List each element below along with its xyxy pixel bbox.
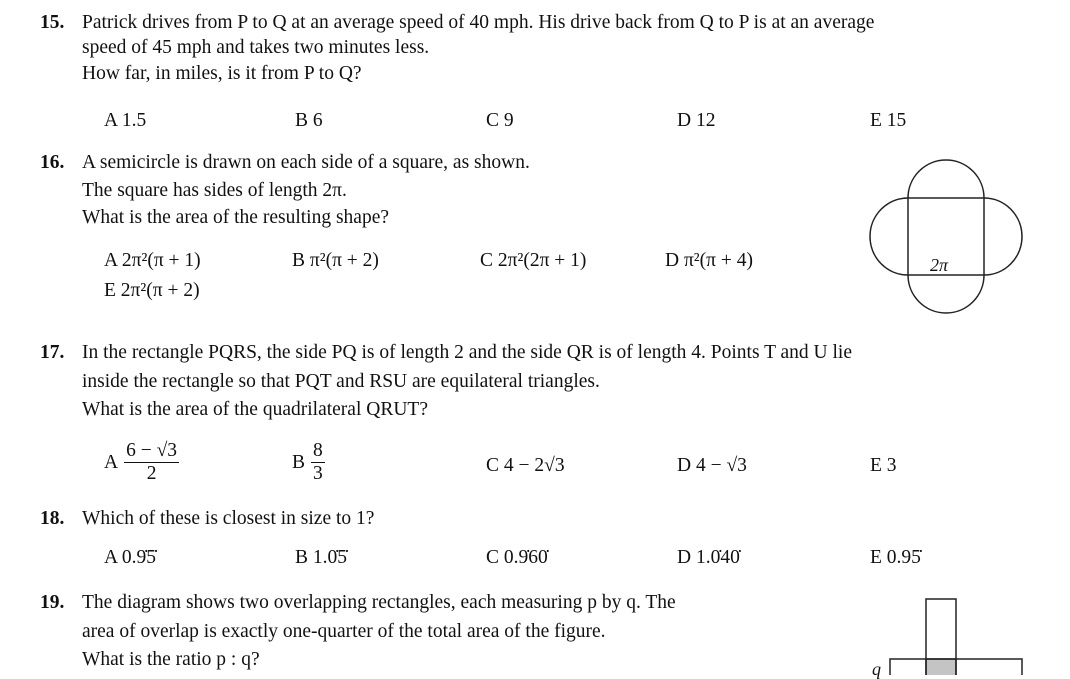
option-a: A 1.5 [104, 110, 147, 131]
question-text: The square has sides of length 2π. [82, 180, 347, 201]
fraction [124, 440, 179, 485]
question-number: 16. [40, 152, 65, 173]
denominator: 3 [313, 463, 323, 485]
diagram-label: 2π [930, 255, 949, 275]
option-e: E 0.95̇ [870, 547, 921, 568]
overlapping-rectangles-diagram [890, 599, 1022, 675]
option-e: E 3 [870, 455, 897, 476]
question-text: What is the area of the quadrilateral QRUT? [82, 399, 428, 420]
fraction [311, 440, 325, 485]
question-text: What is the area of the resulting shape? [82, 207, 390, 228]
option-c: C 0.9̇60̇ [486, 547, 548, 568]
question-text: speed of 45 mph and takes two minutes less. [82, 37, 430, 58]
question-number: 19. [40, 592, 65, 613]
denominator: 2 [146, 463, 157, 485]
option-d: D 1.0̇40̇ [677, 547, 740, 568]
option-b [292, 440, 325, 485]
question-text: In the rectangle PQRS, the side PQ is of length 2 and the side QR is of length 4. Points T and U lie [82, 342, 852, 363]
option-a: A 0.9̇5̇ [104, 547, 157, 568]
option-e: E 15 [870, 110, 907, 131]
overlap-shading [926, 659, 956, 675]
question-text: What is the ratio p : q? [82, 649, 260, 670]
option-d: D π²(π + 4) [665, 250, 753, 271]
option-c: C 9 [486, 110, 514, 131]
option-d: D 12 [677, 110, 716, 131]
question-number: 15. [40, 12, 65, 33]
option-letter: A [104, 451, 119, 473]
numerator: 6 − √3 [124, 440, 179, 463]
option-d: D 4 − √3 [677, 455, 747, 476]
question-text: Which of these is closest in size to 1? [82, 508, 375, 529]
option-b: B π²(π + 2) [292, 250, 379, 271]
option-b: B 6 [295, 110, 323, 131]
question-text: A semicircle is drawn on each side of a square, as shown. [82, 152, 530, 173]
option-letter: B [292, 451, 306, 473]
option-c: C 4 − 2√3 [486, 455, 565, 476]
option-e: E 2π²(π + 2) [104, 280, 200, 301]
option-a: A 2π²(π + 1) [104, 250, 201, 271]
question-text: area of overlap is exactly one-quarter of the total area of the figure. [82, 621, 606, 642]
option-a [104, 440, 179, 485]
question-text: inside the rectangle so that PQT and RSU are equilateral triangles. [82, 371, 600, 392]
semicircle-square-diagram [870, 160, 1022, 313]
option-b: B 1.0̇5̇ [295, 547, 348, 568]
question-text: Patrick drives from P to Q at an average speed of 40 mph. His drive back from Q to P is at an average [82, 12, 875, 33]
option-c: C 2π²(2π + 1) [480, 250, 587, 271]
question-text: How far, in miles, is it from P to Q? [82, 63, 362, 84]
question-number: 18. [40, 508, 65, 529]
diagram-label: q [872, 659, 881, 679]
numerator: 8 [311, 440, 325, 463]
question-number: 17. [40, 342, 65, 363]
question-text: The diagram shows two overlapping rectangles, each measuring p by q. The [82, 592, 676, 613]
